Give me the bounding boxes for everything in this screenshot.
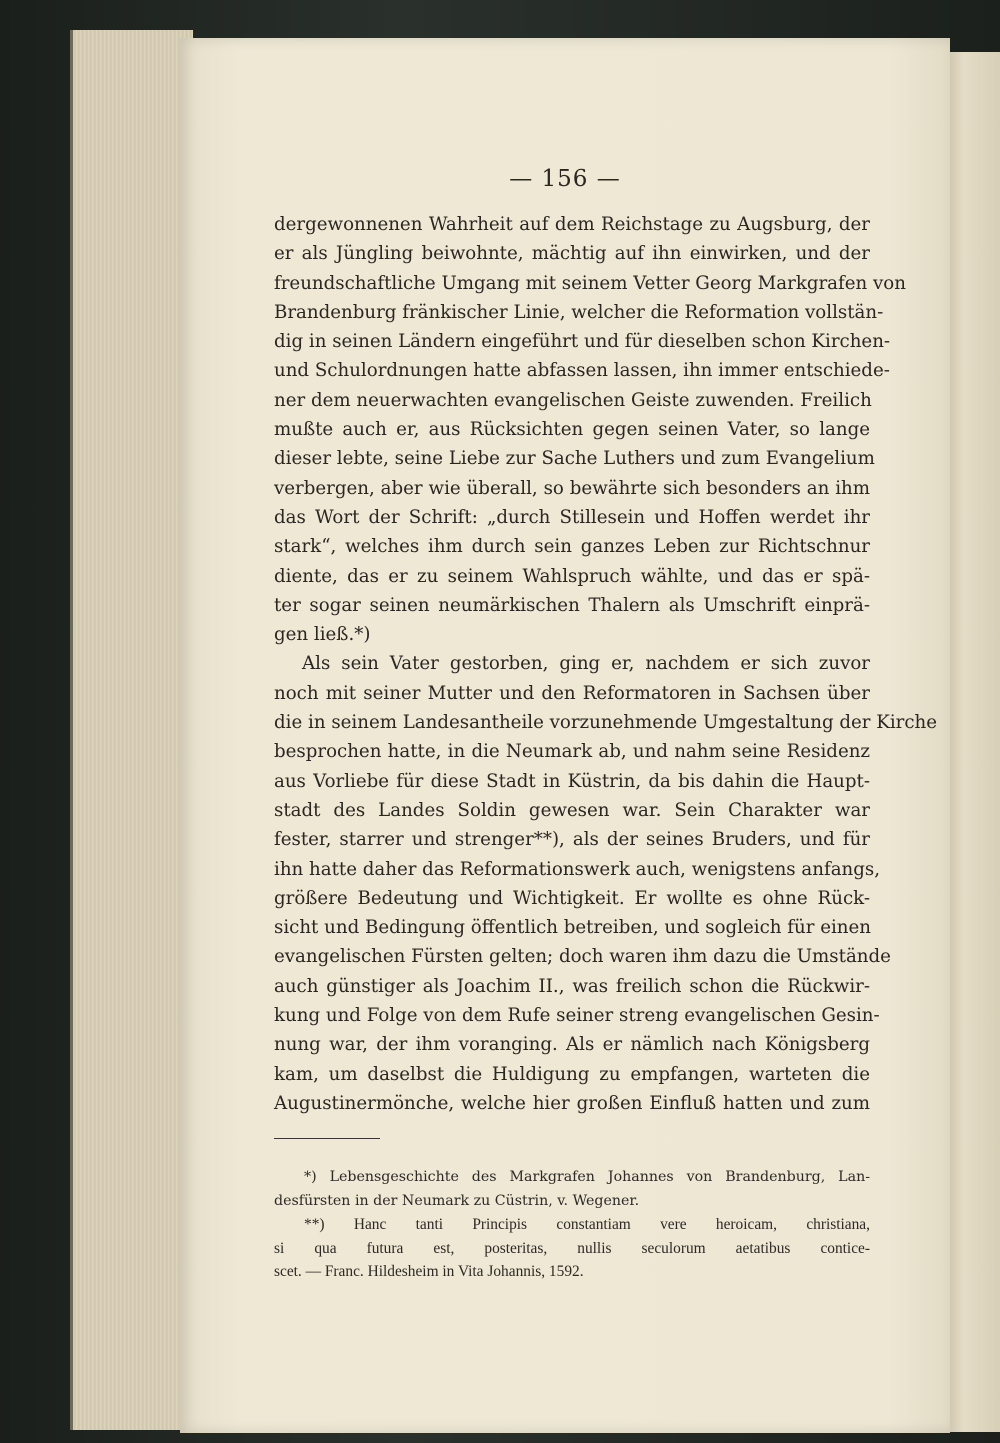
book-page — [180, 38, 950, 1433]
footnote-line: scet. — Franc. Hildesheim in Vita Johannis, 1592. — [274, 1263, 584, 1281]
text-line: nung war, der ihm voranging. Als er nämlich nach Königsberg — [274, 1034, 870, 1056]
text-line: stark“, welches ihm durch sein ganzes Leben zur Richtschnur — [274, 536, 870, 558]
footnotes — [274, 1166, 870, 1284]
footnote-line: si qua futura est, posteritas, nullis seculorum aetatibus contice- — [274, 1239, 870, 1257]
text-line: evangelischen Fürsten gelten; doch waren ihm dazu die Umstände — [274, 946, 891, 968]
text-line: dergewonnenen Wahrheit auf dem Reichstage zu Augsburg, der — [274, 214, 870, 235]
body-text — [274, 210, 938, 1118]
text-line: noch mit seiner Mutter und den Reformatoren in Sachsen über — [274, 682, 870, 704]
text-line: auch günstiger als Joachim II., was freilich schon die Rückwir- — [274, 975, 870, 997]
text-line: kam, um daselbst die Huldigung zu empfangen, warteten die — [274, 1063, 870, 1085]
text-line: ter sogar seinen neumärkischen Thalern als Umschrift einprä- — [274, 594, 870, 616]
text-line: kung und Folge von dem Rufe seiner streng evangelischen Gesin- — [274, 1005, 880, 1027]
text-line: diente, das er zu seinem Wahlspruch wählte, und das er spä- — [274, 565, 870, 587]
text-line: mußte auch er, aus Rücksichten gegen seinen Vater, so lange — [274, 419, 870, 441]
text-line: verbergen, aber wie überall, so bewährte sich besonders an ihm — [274, 477, 870, 499]
text-line: größere Bedeutung und Wichtigkeit. Er wollte es ohne Rück- — [274, 887, 870, 909]
page-number: — 156 — — [509, 166, 621, 192]
text-line: stadt des Landes Soldin gewesen war. Sein Charakter war — [274, 799, 870, 821]
text-line: sicht und Bedingung öffentlich betreiben, und sogleich für einen — [274, 917, 871, 939]
text-line: fester, starrer und strenger**), als der seines Bruders, und für — [274, 829, 870, 851]
text-line: die in seinem Landesantheile vorzunehmende Umgestaltung der Kirche — [274, 712, 938, 734]
text-line: aus Vorliebe für diese Stadt in Küstrin, da bis dahin die Haupt- — [274, 770, 870, 792]
text-line: besprochen hatte, in die Neumark ab, und nahm seine Residenz — [274, 741, 870, 763]
text-line: das Wort der Schrift: „durch Stillesein und Hoffen werdet ihr — [274, 506, 870, 528]
facing-page-edge — [948, 52, 1000, 1432]
page-block-edge — [70, 30, 193, 1430]
text-line: und Schulordnungen hatte abfassen lassen, ihn immer entschiede- — [274, 360, 890, 382]
text-line: Brandenburg fränkischer Linie, welcher die Reformation vollstän- — [274, 301, 884, 323]
text-line: dig in seinen Ländern eingeführt und für dieselben schon Kirchen- — [274, 331, 891, 353]
text-line: ner dem neuerwachten evangelischen Geiste zuwenden. Freilich — [274, 389, 872, 411]
text-line: gen ließ.*) — [274, 624, 371, 646]
text-line: Als sein Vater gestorben, ging er, nachdem er sich zuvor — [302, 653, 870, 675]
footnote-line: **) Hanc tanti Principis constantiam vere heroicam, christiana, — [304, 1216, 870, 1234]
text-line: dieser lebte, seine Liebe zur Sache Luthers und zum Evangelium — [274, 448, 875, 470]
text-line: Augustinermönche, welche hier großen Einfluß hatten und zum — [274, 1092, 870, 1114]
footnote-line: *) Lebensgeschichte des Markgrafen Johannes von Brandenburg, Lan- — [304, 1169, 870, 1185]
text-line: er als Jüngling beiwohnte, mächtig auf ihn einwirken, und der — [274, 243, 870, 265]
text-line: freundschaftliche Umgang mit seinem Vetter Georg Markgrafen von — [274, 272, 906, 294]
text-line: ihn hatte daher das Reformationswerk auch, wenigstens anfangs, — [274, 858, 881, 880]
footnote-line: desfürsten in der Neumark zu Cüstrin, v. Wegener. — [274, 1192, 640, 1209]
footnote-separator — [274, 1138, 380, 1139]
